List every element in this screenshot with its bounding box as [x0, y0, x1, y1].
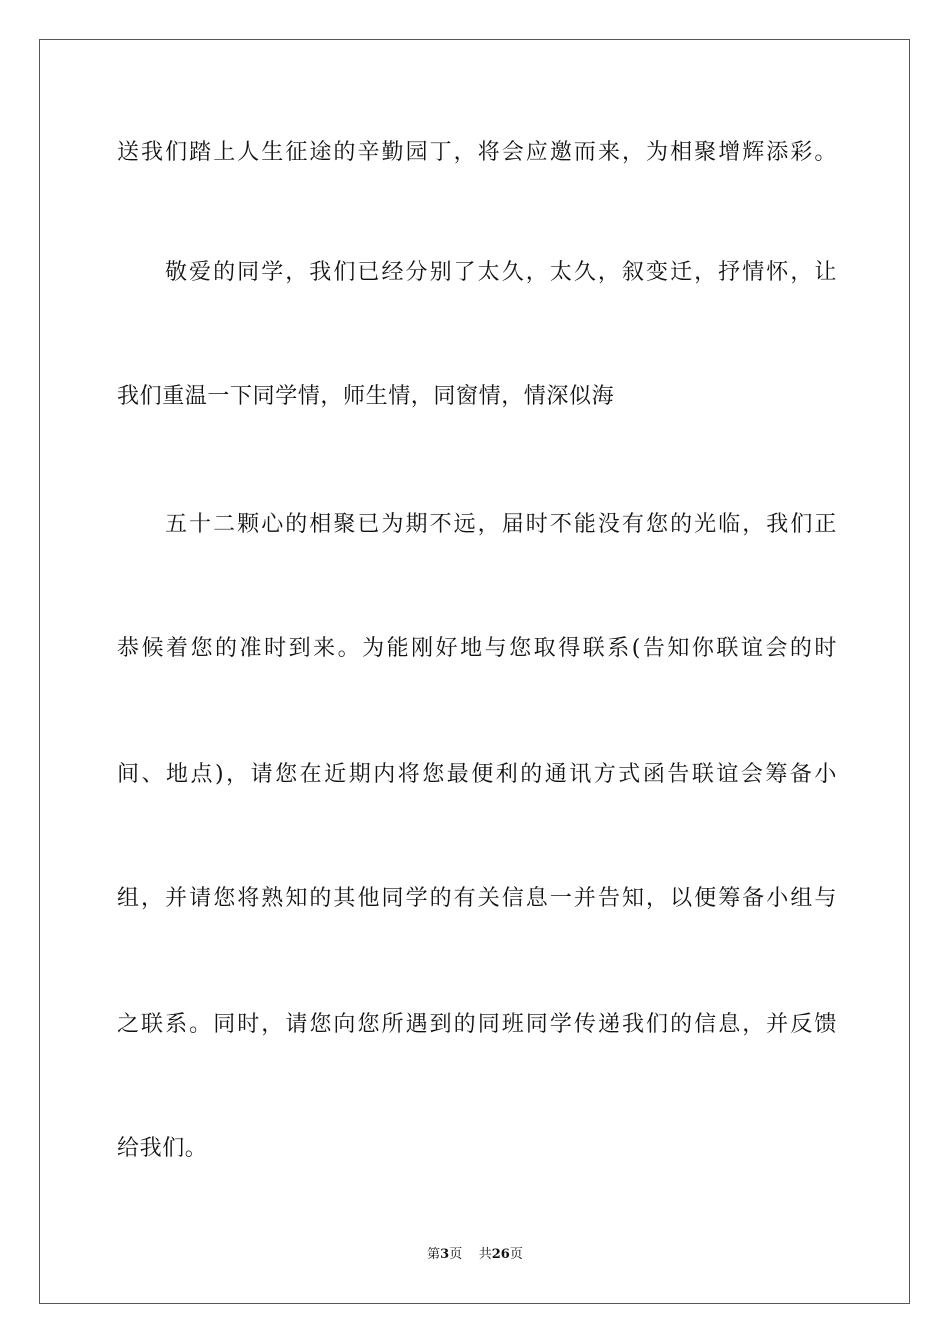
- footer-page-suffix: 页: [449, 1247, 463, 1262]
- text-line-2: 敬爱的同学，我们已经分别了太久，太久，叙变迁，抒情怀，让: [165, 260, 837, 285]
- text-line-4: 五十二颗心的相聚已为期不远，届时不能没有您的光临，我们正: [165, 512, 837, 537]
- footer-total-suffix: 页: [509, 1247, 523, 1262]
- footer-total-prefix: 共: [478, 1247, 492, 1262]
- text-line-3: 我们重温一下同学情，师生情，同窗情，情深似海: [117, 384, 615, 409]
- footer-page-prefix: 第: [427, 1247, 441, 1262]
- text-line-8: 之联系。同时，请您向您所遇到的同班同学传递我们的信息，并反馈: [117, 1012, 837, 1037]
- footer-page-number: 3: [440, 1247, 450, 1262]
- page-border: [39, 39, 910, 1304]
- text-line-7: 组，并请您将熟知的其他同学的有关信息一并告知，以便筹备小组与: [117, 886, 837, 911]
- text-line-1: 送我们踏上人生征途的辛勤园丁，将会应邀而来，为相聚增辉添彩。: [117, 140, 837, 165]
- text-line-9: 给我们。: [117, 1136, 208, 1161]
- text-line-5: 恭候着您的准时到来。为能刚好地与您取得联系(告知你联谊会的时: [117, 636, 837, 661]
- footer-total-pages: 26: [491, 1247, 510, 1262]
- text-line-6: 间、地点)，请您在近期内将您最便利的通讯方式函告联谊会筹备小: [117, 762, 837, 787]
- page-footer: [0, 1246, 950, 1264]
